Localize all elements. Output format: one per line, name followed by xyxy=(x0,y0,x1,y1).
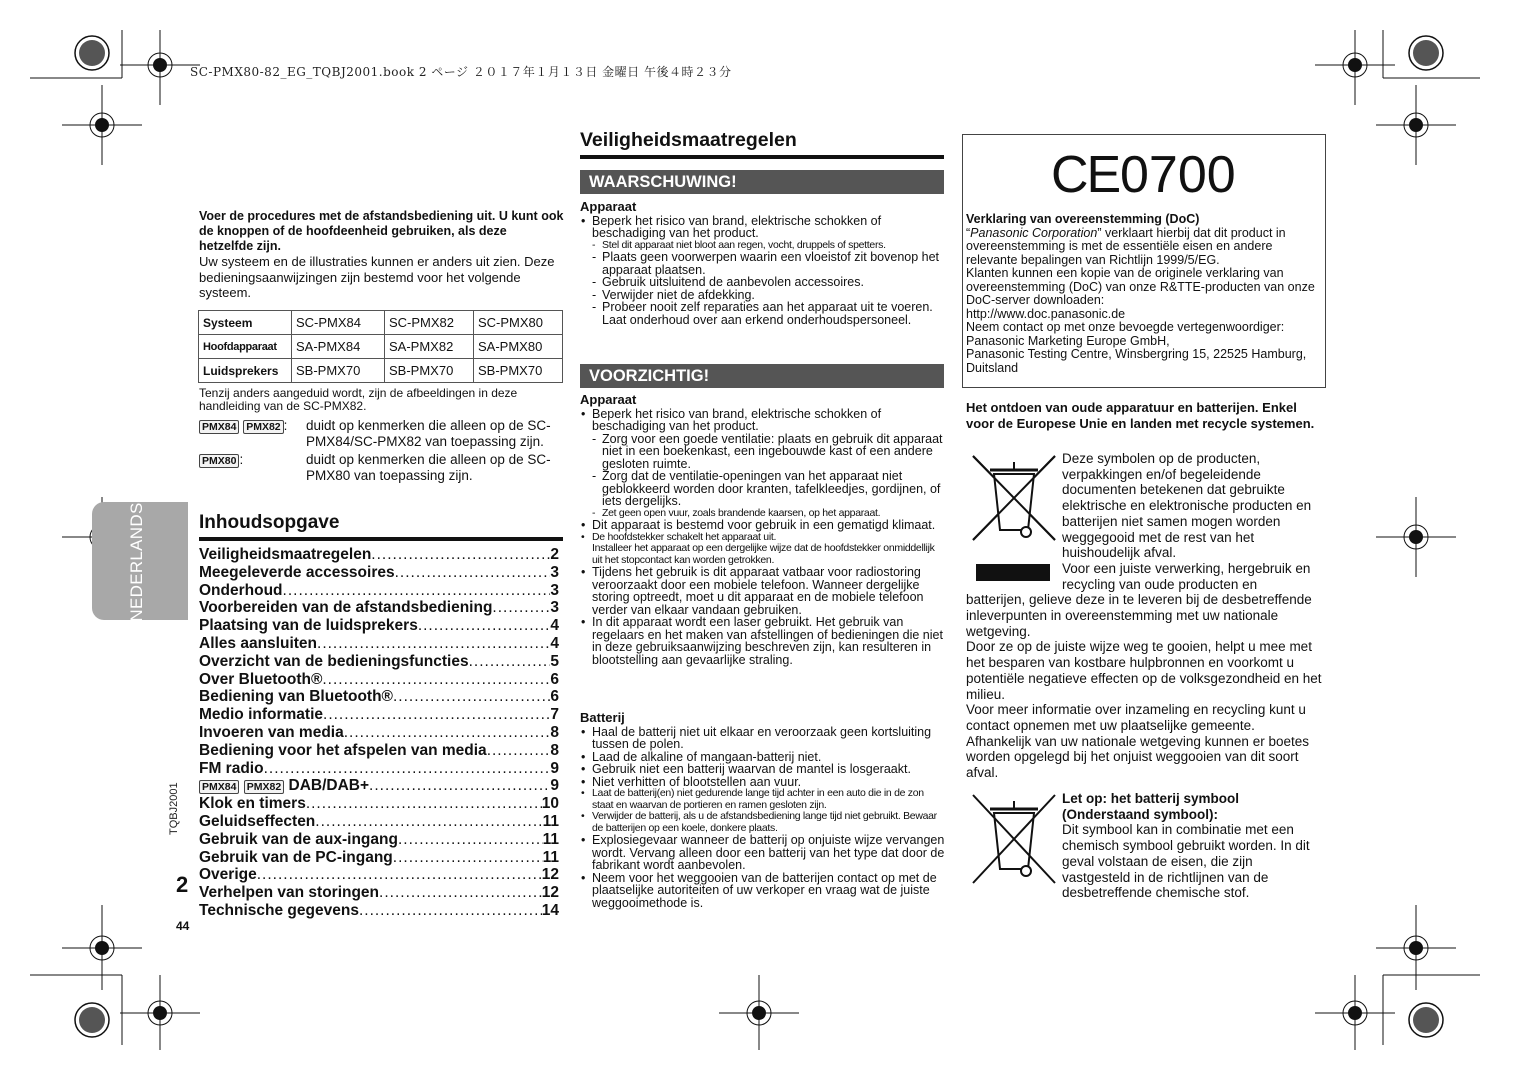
language-tab xyxy=(92,502,188,620)
indicator-row: PMX84 PMX82 : duidt op kenmerken die alleen op de SC-PMX84/SC-PMX82 van toepassing zijn. xyxy=(199,418,564,449)
list-item: - Gebruik uitsluitend de aanbevolen accessoires. xyxy=(580,276,946,289)
toc-entry[interactable] xyxy=(199,902,559,920)
badge-pmx84: PMX84 xyxy=(199,780,239,794)
doc-url[interactable]: http://www.doc.panasonic.de xyxy=(966,306,1126,321)
toc-entry[interactable] xyxy=(199,884,559,902)
toc-entry-page: 14 xyxy=(541,901,559,919)
doc-line: Neem contact op met onze bevoegde vertegenwoordiger: xyxy=(966,320,1285,334)
toc-entry-page: 6 xyxy=(550,688,559,706)
disposal-paragraph: Door ze op de juiste wijze weg te gooien, helpt u mee met het besparen van kostbare hulpbronnen en voorkomt u potentiële negatieve effecten op de volksgezondheid en het milieu. xyxy=(966,639,1322,702)
table-row xyxy=(199,335,563,359)
toc-entry[interactable] xyxy=(199,831,559,849)
list-item: - Stel dit apparaat niet bloot aan regen, vocht, druppels of spetters. xyxy=(580,240,946,252)
toc-entry-page: 12 xyxy=(541,884,559,902)
table-cell: Systeem xyxy=(199,311,292,335)
table-cell: SB-PMX70 xyxy=(292,359,385,383)
toc-entry[interactable] xyxy=(199,564,559,582)
toc-entry[interactable] xyxy=(199,546,559,564)
toc-entry-page: 10 xyxy=(541,795,559,813)
doc-company: Panasonic Corporation xyxy=(970,225,1098,240)
indicator-text: duidt op kenmerken die alleen op de SC-PMX84/SC-PMX82 van toepassing zijn. xyxy=(306,418,551,449)
intro-section xyxy=(199,209,564,301)
list-item: - Plaats geen voorwerpen waarin een vloeistof zit bovenop het apparaat plaatsen. xyxy=(580,251,946,276)
toc-entry-title: Voorbereiden van de afstandsbediening xyxy=(199,599,493,617)
toc-entry[interactable] xyxy=(199,653,559,671)
toc-entry[interactable] xyxy=(199,635,559,653)
safety-title: Veiligheidsmaatregelen xyxy=(580,129,797,151)
toc-entry[interactable] xyxy=(199,599,559,617)
list-item: - Verwijder niet de afdekking. xyxy=(580,289,946,302)
print-header: SC-PMX80-82_EG_TQBJ2001.book 2 ページ ２０１７年１月１３日 金曜日 午後４時２３分 xyxy=(190,65,732,79)
badge-pmx84: PMX84 xyxy=(199,420,239,434)
badge-pmx82: PMX82 xyxy=(244,780,284,794)
table-cell: SC-PMX84 xyxy=(292,311,385,335)
toc-entry-page: 8 xyxy=(550,741,559,759)
divider xyxy=(199,537,563,541)
table-cell: SC-PMX80 xyxy=(474,311,563,335)
disposal-paragraph: batterijen, gelieve deze in te leveren bij de desbetreffende inleverpunten in overeenstemming met uw nationale wetgeving. xyxy=(966,592,1312,639)
toc-entry[interactable] xyxy=(199,742,559,760)
indicator-row: PMX80 : duidt op kenmerken die alleen op de SC-PMX80 van toepassing zijn. xyxy=(199,452,564,483)
toc-entry-page: 12 xyxy=(541,866,559,884)
intro-text: Uw systeem en de illustraties kunnen er anders uit zien. Deze bedieningsaanwijzingen zijn bestemd voor het volgende systeem. xyxy=(199,254,555,300)
toc-entry-page: 4 xyxy=(550,617,559,635)
toc-entry-page: 11 xyxy=(542,830,559,848)
warning-bar: WAARSCHUWING! xyxy=(580,170,944,194)
table-cell: SC-PMX82 xyxy=(385,311,474,335)
toc-entry[interactable] xyxy=(199,617,559,635)
toc-entry-page: 8 xyxy=(550,723,559,741)
badge-pmx80: PMX80 xyxy=(199,454,239,468)
table-cell: SA-PMX82 xyxy=(385,335,474,359)
list-item: • Beperk het risico van brand, elektrische schokken of beschadiging van het product. xyxy=(580,215,946,240)
list-item: • Neem voor het weggooien van de batterijen contact op met de plaatselijke autoriteiten of uw verkoper en vraag wat de juiste weggooimethode is. xyxy=(580,872,946,910)
table-note: Tenzij anders aangeduid wordt, zijn de afbeeldingen in deze handleiding van de SC-PMX82. xyxy=(199,386,518,413)
toc-entry-title: Verhelpen van storingen xyxy=(199,884,380,902)
toc-entry-title: Meegeleverde accessoires xyxy=(199,563,395,581)
toc-entry[interactable] xyxy=(199,866,559,884)
ce-mark-icon: CE xyxy=(1051,146,1120,204)
disposal-paragraph: Deze symbolen op de producten, verpakkingen en/of begeleidende documenten betekenen dat gebruikte elektrische en elektronische producten en batterijen niet samen mogen worden weggegooid met de rest van het huishoudelijk afval. xyxy=(1062,451,1312,561)
toc-title: Inhoudsopgave xyxy=(199,512,340,533)
battery-bin-icon xyxy=(967,791,1061,887)
toc-entry[interactable] xyxy=(199,795,559,813)
toc-entry-title: Technische gegevens xyxy=(199,901,359,919)
toc-entry-title: Overzicht van de bedieningsfuncties xyxy=(199,652,469,670)
list-item: • Haal de batterij niet uit elkaar en veroorzaak geen kortsluiting tussen de polen. xyxy=(580,726,946,751)
ce-declaration-box xyxy=(962,134,1326,388)
toc-entry-page: 4 xyxy=(550,634,559,652)
toc-entry-page: 2 xyxy=(550,546,559,563)
list-item: - Probeer nooit zelf reparaties aan het apparaat uit te voeren. Laat onderhoud over aan erkend onderhoudspersoneel. xyxy=(580,301,946,326)
notified-body-number: 0700 xyxy=(1120,146,1236,204)
toc-entry[interactable] xyxy=(199,777,559,795)
list-item-continued: Installeer het apparaat op een dergelijke wijze dat de hoofdstekker onmiddellijk uit het stopcontact kan worden getrokken. xyxy=(592,542,935,566)
list-item: • Laad de alkaline of mangaan-batterij niet. xyxy=(580,751,946,764)
toc-entry-title: DAB/DAB+ xyxy=(288,777,370,795)
doc-line: Panasonic Marketing Europe GmbH, xyxy=(966,333,1170,348)
toc-entry-page: 3 xyxy=(550,581,559,599)
list-item: • Laat de batterij(en) niet gedurende lange tijd achter in een auto die in de zon staat en waarvan de portieren en ramen gesloten zijn. xyxy=(580,788,946,811)
badge-pmx82: PMX82 xyxy=(243,420,283,434)
toc-entry[interactable] xyxy=(199,688,559,706)
doc-title: Verklaring van overeenstemming (DoC) xyxy=(966,212,1200,226)
page-number: 2 xyxy=(176,872,189,897)
indicator-text: duidt op kenmerken die alleen op de SC-PMX80 van toepassing zijn. xyxy=(306,452,551,483)
model-indicators xyxy=(199,418,564,486)
caution-bar: VOORZICHTIG! xyxy=(580,364,944,388)
toc-entry-title: Geluidseffecten xyxy=(199,812,316,830)
toc-entry-title: Overige xyxy=(199,866,257,884)
caution-section xyxy=(580,394,946,666)
table-row xyxy=(199,359,563,383)
section-heading: Apparaat xyxy=(580,199,637,214)
toc-entry-title: FM radio xyxy=(199,759,264,777)
toc-entry-page: 11 xyxy=(542,812,559,830)
doc-line: Panasonic Testing Centre, Winsbergring 15, 22525 Hamburg, Duitsland xyxy=(966,347,1307,375)
list-item: • De hoofdstekker schakelt het apparaat uit. xyxy=(580,532,946,544)
list-item: • Verwijder de batterij, als u de afstandsbediening lange tijd niet gebruikt. Bewaar de batterijen op een koele, donkere plaats. xyxy=(580,811,946,834)
toc-entry-page: 9 xyxy=(550,777,559,795)
list-item: • Gebruik niet een batterij waarvan de mantel is losgeraakt. xyxy=(580,763,946,776)
divider xyxy=(580,155,944,159)
table-row xyxy=(199,311,563,335)
list-item: - Zorg dat de ventilatie-openingen van het apparaat niet geblokkeerd worden door kranten, tafelkleedjes, gordijnen, of iets dergelijks. xyxy=(580,470,946,508)
document-code: TQBJ2001 xyxy=(168,782,180,835)
page-number-small: 44 xyxy=(176,919,190,933)
disposal-body xyxy=(966,451,1326,781)
toc-entry[interactable] xyxy=(199,706,559,724)
battery-note-title: Let op: het batterij symbool (Onderstaand symbool): xyxy=(1062,791,1240,822)
toc-entry-page: 6 xyxy=(550,670,559,688)
table-cell: Hoofdapparaat xyxy=(199,335,292,359)
toc-entry[interactable] xyxy=(199,813,559,831)
toc-entry[interactable] xyxy=(199,671,559,689)
disposal-paragraph: Voor een juiste verwerking, hergebruik en recycling van oude producten en xyxy=(1062,560,1311,592)
toc-entry-title: Veiligheidsmaatregelen xyxy=(199,546,372,563)
toc-entry-title: Alles aansluiten xyxy=(199,634,318,652)
doc-text: Verklaring van overeenstemming (DoC) “Panasonic Corporation” verklaart hierbij dat dit product in overeenstemming is met de essentiële eisen en andere relevante bepalingen van Richtlijn 1999/5/EG. Klanten kunnen een kopie van de originele verklaring van overeenstemming (DoC) van onze R&TTE-producten van onze DoC-server downloaden: http://www.doc.panasonic.de Neem contact op met onze bevoegde vertegenwoordiger: Panasonic Marketing Europe GmbH, Panasonic Testing Centre, Winsbergring 15, 22525 Hamburg, Duitsland xyxy=(966,212,1315,375)
toc-entry-title: Onderhoud xyxy=(199,581,283,599)
disposal-paragraph: Afhankelijk van uw nationale wetgeving kunnen er boetes worden opgelegd bij het onjuist weggooien van dit soort afval. xyxy=(966,733,1309,781)
table-of-contents xyxy=(199,546,559,920)
intro-bold: Voer de procedures met de afstandsbediening uit. U kunt ook de knoppen of de hoofdeenheid gebruiken, als deze hetzelfde zijn. xyxy=(199,209,564,253)
toc-entry-title: Klok en timers xyxy=(199,795,306,813)
toc-entry-title: Gebruik van de PC-ingang xyxy=(199,848,393,866)
toc-entry-page: 5 xyxy=(550,652,559,670)
battery-symbol-note xyxy=(1062,791,1322,901)
toc-entry[interactable] xyxy=(199,582,559,600)
system-table xyxy=(198,310,563,383)
table-cell: Luidsprekers xyxy=(199,359,292,383)
toc-entry-title: Medio informatie xyxy=(199,706,324,724)
toc-entry-title: Gebruik van de aux-ingang xyxy=(199,830,398,848)
list-item: • Beperk het risico van brand, elektrische schokken of beschadiging van het product. xyxy=(580,408,946,433)
table-cell: SA-PMX84 xyxy=(292,335,385,359)
list-item: • Tijdens het gebruik is dit apparaat vatbaar voor radiostoring veroorzaakt door een mobiele telefoon. Wanneer dergelijke storing optreedt, moet u dit apparaat en de mobiele telefoon verder van elkaar vandaan gebruiken. xyxy=(580,566,946,616)
table-cell: SA-PMX80 xyxy=(474,335,563,359)
list-item: - Zet geen open vuur, zoals brandende kaarsen, op het apparaat. xyxy=(580,508,946,520)
language-label: NEDERLANDS xyxy=(127,502,146,622)
list-item: • Dit apparaat is bestemd voor gebruik in een gematigd klimaat. xyxy=(580,519,946,532)
list-item: - Zorg voor een goede ventilatie: plaats en gebruik dit apparaat niet in een boekenkast, een ingebouwde kast of een andere gesloten ruimte. xyxy=(580,433,946,471)
toc-entry-page: 11 xyxy=(542,848,559,866)
table-cell: SB-PMX70 xyxy=(385,359,474,383)
list-item: • Niet verhitten of blootstellen aan vuur. xyxy=(580,776,946,789)
toc-entry-page: 3 xyxy=(550,563,559,581)
list-item: • Explosiegevaar wanneer de batterij op onjuiste wijze vervangen wordt. Vervang alleen door een batterij van het type dat door de fabrikant wordt aanbevolen. xyxy=(580,834,946,872)
toc-entry[interactable] xyxy=(199,849,559,867)
battery-note-text: Dit symbool kan in combinatie met een chemisch symbool gebruikt worden. In dit geval volstaan de eisen, die zijn vastgesteld in de richtlijnen van de desbetreffende chemische stof. xyxy=(1062,822,1310,901)
toc-entry-title: Plaatsing van de luidsprekers xyxy=(199,617,418,635)
toc-entry-title: Invoeren van media xyxy=(199,723,344,741)
warning-section xyxy=(580,201,946,326)
toc-entry-page: 3 xyxy=(550,599,559,617)
toc-entry-page: 9 xyxy=(550,759,559,777)
toc-entry-page: 7 xyxy=(550,706,559,724)
toc-entry-title: Bediening van Bluetooth® xyxy=(199,688,393,706)
doc-line: ” verklaart hierbij dat dit product in overeenstemming is met de essentiële eisen en andere relevante bepalingen van Richtlijn 1999/5/EG. xyxy=(966,225,1286,267)
disposal-title: Het ontdoen van oude apparatuur en batterijen. Enkel voor de Europese Unie en landen met recycle systemen. xyxy=(966,400,1315,431)
toc-entry-title: Bediening voor het afspelen van media xyxy=(199,741,487,759)
toc-entry[interactable] xyxy=(199,724,559,742)
disposal-paragraph: Voor meer informatie over inzameling en recycling kunt u contact opnemen met uw plaatselijke gemeente. xyxy=(966,702,1306,733)
battery-section xyxy=(580,712,946,909)
toc-entry[interactable] xyxy=(199,760,559,778)
table-cell: SB-PMX70 xyxy=(474,359,563,383)
list-item: • In dit apparaat wordt een laser gebruikt. Het gebruik van regelaars en het maken van afstellingen of bedieningen die niet in deze gebruiksaanwijzing beschreven zijn, kan resulteren in blootstelling aan gevaarlijke straling. xyxy=(580,616,946,666)
doc-line: Klanten kunnen een kopie van de originele verklaring van overeenstemming (DoC) van onze R&TTE-producten van onze DoC-server downloaden: xyxy=(966,266,1315,307)
section-heading: Apparaat xyxy=(580,392,637,407)
toc-entry-title: Over Bluetooth® xyxy=(199,670,323,688)
section-heading: Batterij xyxy=(580,710,625,725)
